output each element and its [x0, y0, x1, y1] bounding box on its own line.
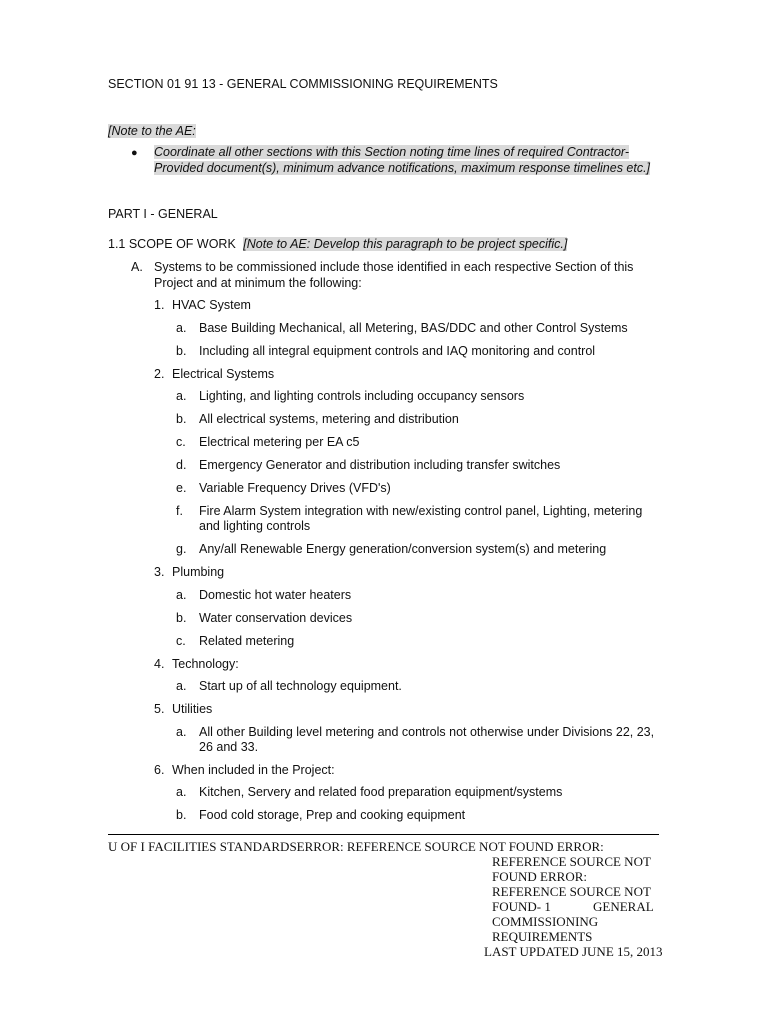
- sub-item-text: Domestic hot water heaters: [199, 587, 352, 602]
- sub-item-letter: b.: [176, 343, 187, 358]
- sub-item-letter: a.: [176, 679, 187, 693]
- section-title: SECTION 01 91 13 - GENERAL COMMISSIONING REQUIREMENTS: [108, 77, 498, 91]
- footer-r6: REQUIREMENTS: [492, 929, 593, 944]
- sub-item-text: Fire Alarm System integration with new/existing control panel, Lighting, metering: [199, 504, 643, 518]
- sub-item-text: Base Building Mechanical, all Metering, BAS/DDC and other Control Systems: [199, 320, 628, 335]
- scope-heading: [108, 237, 567, 251]
- item-number: 5.: [154, 702, 165, 716]
- footer-left: U OF I FACILITIES STANDARDSERROR: REFERENCE SOURCE NOT FOUND ERROR:: [108, 839, 604, 854]
- sub-item-letter: e.: [176, 481, 187, 495]
- sub-item-text: Lighting, and lighting controls including occupancy sensors: [199, 389, 525, 403]
- footer-rule: [108, 834, 659, 835]
- sub-item-text-cont: and lighting controls: [199, 519, 311, 533]
- sub-item-text-cont: 26 and 33.: [199, 739, 259, 754]
- footer-r3: REFERENCE SOURCE NOT: [492, 884, 651, 899]
- note-heading: [Note to the AE:: [108, 124, 196, 138]
- item-title: Electrical Systems: [172, 366, 275, 381]
- sub-item-text: Emergency Generator and distribution including transfer switches: [199, 458, 561, 472]
- note-bullet-line2: Provided document(s), minimum advance notifications, maximum response timelines etc.]: [154, 161, 651, 175]
- item-title: HVAC System: [172, 298, 251, 312]
- sub-item-text: Any/all Renewable Energy generation/conversion system(s) and metering: [199, 542, 607, 556]
- sub-item-text: Including all integral equipment controls and IAQ monitoring and control: [199, 343, 596, 358]
- sub-item-text: Kitchen, Servery and related food preparation equipment/systems: [199, 785, 563, 799]
- sub-item-letter: c.: [176, 435, 186, 449]
- footer-r4b: GENERAL: [593, 899, 654, 914]
- sub-item-letter: a.: [176, 389, 187, 403]
- item-number: 4.: [154, 656, 165, 671]
- sub-item-letter: f.: [176, 504, 183, 518]
- sub-item-text: All other Building level metering and controls not otherwise under Divisions 22, 23,: [199, 724, 655, 739]
- note-heading-wrap: [108, 124, 196, 138]
- sub-item-text: Water conservation devices: [199, 610, 353, 625]
- note-bullet-line1-wrap: [154, 145, 629, 159]
- footer-r2: FOUND ERROR:: [492, 869, 587, 884]
- scope-note: [Note to AE: Develop this paragraph to be project specific.]: [243, 237, 568, 251]
- sub-item-letter: b.: [176, 610, 187, 625]
- footer-r4a: FOUND- 1: [492, 899, 551, 914]
- item-number: 1.: [154, 298, 165, 312]
- note-bullet-line1: Coordinate all other sections with this Section noting time lines of required Contractor-: [154, 145, 630, 159]
- sub-item-letter: d.: [176, 458, 187, 472]
- item-title: Technology:: [172, 656, 239, 671]
- sub-item-text: Electrical metering per EA c5: [199, 435, 360, 449]
- clause-a-line2: Project and at minimum the following:: [154, 276, 362, 290]
- item-title: When included in the Project:: [172, 762, 335, 777]
- sub-item-letter: a.: [176, 320, 187, 335]
- bullet-icon: ●: [131, 147, 138, 159]
- item-number: 2.: [154, 366, 165, 381]
- item-title: Utilities: [172, 702, 213, 716]
- footer-r1: REFERENCE SOURCE NOT: [492, 854, 651, 869]
- sub-item-letter: c.: [176, 633, 186, 648]
- sub-item-letter: b.: [176, 412, 187, 426]
- sub-item-letter: a.: [176, 587, 187, 602]
- sub-item-text: Variable Frequency Drives (VFD's): [199, 481, 391, 495]
- note-bullet-line2-wrap: [154, 161, 650, 175]
- sub-item-text: Start up of all technology equipment.: [199, 679, 402, 693]
- clause-a-line1: Systems to be commissioned include those identified in each respective Section of this: [154, 260, 634, 274]
- sub-item-text: Related metering: [199, 633, 295, 648]
- footer-r7: LAST UPDATED JUNE 15, 2013: [484, 944, 663, 959]
- sub-item-letter: a.: [176, 785, 187, 799]
- sub-item-text: All electrical systems, metering and distribution: [199, 412, 459, 426]
- footer-r5: COMMISSIONING: [492, 914, 599, 929]
- scope-title: 1.1 SCOPE OF WORK: [108, 237, 236, 251]
- part-heading: PART I - GENERAL: [108, 207, 218, 221]
- item-number: 6.: [154, 762, 165, 777]
- item-number: 3.: [154, 565, 165, 579]
- sub-item-letter: g.: [176, 542, 187, 556]
- sub-item-text: Food cold storage, Prep and cooking equipment: [199, 808, 466, 822]
- sub-item-letter: a.: [176, 724, 187, 739]
- clause-a-label: A.: [131, 260, 143, 274]
- sub-item-letter: b.: [176, 808, 187, 822]
- item-title: Plumbing: [172, 565, 225, 579]
